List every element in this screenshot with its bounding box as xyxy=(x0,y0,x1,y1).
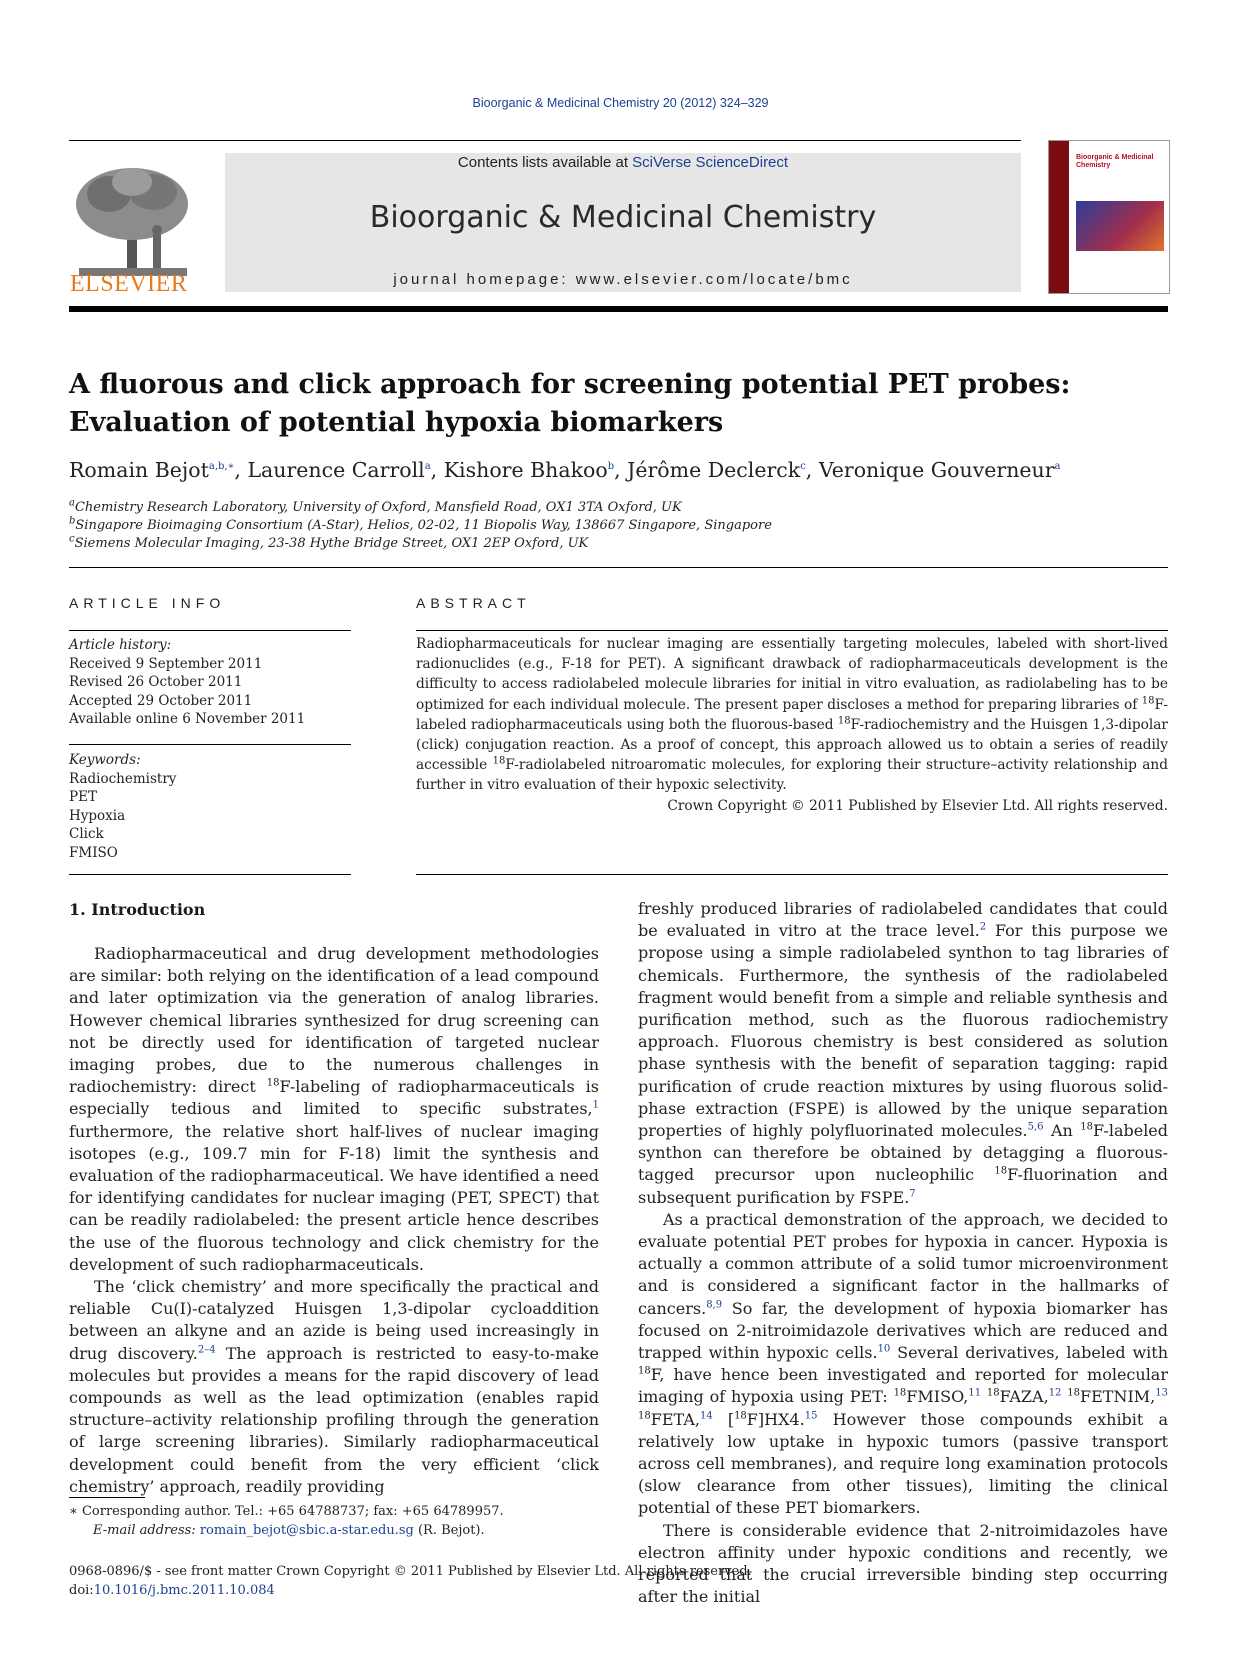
affiliation-mark: c xyxy=(69,533,75,545)
text: So far, the development of hypoxia biomarker has focused on 2-nitroimidazole derivatives which are reduced and trapped within hypoxic cells. xyxy=(638,1298,1168,1363)
citation-link[interactable]: 14 xyxy=(699,1410,713,1422)
copyright-line: Crown Copyright © 2011 Published by Elsevier Ltd. All rights reserved. xyxy=(667,797,1168,814)
intro-column-right xyxy=(638,898,1168,1609)
contents-line xyxy=(225,154,1021,171)
paragraph xyxy=(69,1276,599,1498)
author-name: Jérôme Declerck xyxy=(627,458,801,482)
citation-link[interactable]: 5,6 xyxy=(1027,1121,1044,1133)
text: The ‘click chemistry’ and more specifically the practical and reliable Cu(I)-catalyzed Huisgen 1,3-dipolar cycloaddition between an alkyne and an azide is being used increasingly in drug discovery. xyxy=(69,1277,599,1363)
corresponding-author: ∗ Corresponding author. Tel.: +65 64788737; fax: +65 64789957. xyxy=(69,1504,504,1519)
citation-link[interactable]: 7 xyxy=(909,1188,916,1200)
affiliation-mark: a xyxy=(69,497,75,509)
citation-link[interactable]: 15 xyxy=(804,1410,818,1422)
keywords-label: Keywords: xyxy=(69,752,141,768)
text: F-labeled synthon can therefore be obtained by detagging a fluorous-tagged precursor upon nucleophilic xyxy=(638,1121,1169,1185)
cover-title: Bioorganic & Medicinal Chemistry xyxy=(1076,154,1154,169)
keyword: Click xyxy=(69,826,104,842)
author-affiliation-mark[interactable]: a xyxy=(424,461,431,473)
section-rule xyxy=(69,567,1168,568)
text: As a practical demonstration of the approach, we decided to evaluate potential PET probes for hypoxia in cancer. Hypoxia is actually a common attribute of a solid tumor microenvironment and is considered a significant factor in the hallmarks of cancers. xyxy=(638,1209,1168,1318)
doi-link[interactable]: 10.1016/j.bmc.2011.10.084 xyxy=(93,1582,275,1598)
issn-line: 0968-0896/$ - see front matter Crown Copyright © 2011 Published by Elsevier Ltd. All rights reserved. xyxy=(69,1564,752,1579)
text: FMISO, xyxy=(906,1387,969,1407)
author-name: Veronique Gouverneur xyxy=(818,458,1055,482)
isotope-mark: 18 xyxy=(986,1388,1000,1400)
affiliation-mark: b xyxy=(69,515,76,527)
cover-band xyxy=(1049,141,1069,293)
abstract-part: F-labeled radiopharmaceuticals using both the fluorous-based xyxy=(416,696,1168,733)
header-thick-rule xyxy=(69,306,1168,312)
author-affiliation-mark[interactable]: a xyxy=(1054,461,1061,473)
author-list: Romain Bejot$^{a,b,∗}$, Laurence Carroll$^a$, Kishore Bhakoo$^b$, Jérôme Declerck$^c$, Veronique Gouverneur$^a$ xyxy=(69,458,1061,482)
header-rule xyxy=(69,140,1021,141)
citation-link[interactable]: 1 xyxy=(592,1100,599,1112)
keyword: Radiochemistry xyxy=(69,770,177,787)
citation-link[interactable]: 8,9 xyxy=(706,1299,723,1311)
author-name: Laurence Carroll xyxy=(247,458,425,482)
history-accepted: Accepted 29 October 2011 xyxy=(69,692,253,709)
abstract-heading: ABSTRACT xyxy=(416,595,531,611)
history-online: Available online 6 November 2011 xyxy=(69,711,306,727)
text: F-fluorination and subsequent purification by FSPE. xyxy=(638,1165,1168,1207)
history-label: Article history: xyxy=(69,637,172,653)
isotope-mark: 18 xyxy=(893,1388,907,1400)
email-label: E-mail address: xyxy=(93,1522,200,1538)
journal-title: Bioorganic & Medicinal Chemistry xyxy=(369,200,877,235)
abstract-part: F-radiolabeled nitroaromatic molecules, for exploring their structure–activity relationship and further in vitro evaluation of their hypoxic selectivity. xyxy=(416,757,1168,794)
affiliation xyxy=(69,533,589,551)
abstract-rule xyxy=(416,630,1168,631)
email-suffix: (R. Bejot). xyxy=(413,1522,485,1538)
text: FETNIM, xyxy=(1080,1387,1156,1407)
sciverse-link[interactable]: SciVerse ScienceDirect xyxy=(632,154,789,171)
text: The approach is restricted to easy-to-make molecules but provides a means for the rapid discovery of lead compounds as well as the lead optimization (enables rapid structure–activity relationship profiling through the generation of large screening libraries). Similarly radiopharmaceutical development could benefit from the very efficient ‘click chemistry’ approach, readily providing xyxy=(69,1343,599,1496)
isotope-mark: 18 xyxy=(638,1365,651,1377)
isotope-mark: 18 xyxy=(837,715,851,727)
isotope-mark: 18 xyxy=(638,1410,651,1422)
keywords-rule xyxy=(69,744,351,745)
isotope-mark: 18 xyxy=(734,1410,747,1422)
text: FAZA, xyxy=(999,1387,1049,1407)
text: For this purpose we propose using a simple radiolabeled synthon to tag libraries of chemicals. Furthermore, the synthesis of the radiolabeled fragment would benefit from a simple and reliable synthesis and purification method, such as the fluorous radiochemistry approach. Fluorous chemistry is best considered as solution phase synthesis with the benefit of separation tagging: rapid purification of crude reaction mixtures by using fluorous solid-phase extraction (FSPE) is allowed by the unique separation properties of highly polyfluorinated molecules. xyxy=(638,921,1169,1141)
affiliation-text: Siemens Molecular Imaging, 23-38 Hythe Bridge Street, OX1 2EP Oxford, UK xyxy=(74,536,589,551)
email-line xyxy=(69,1522,599,1541)
abstract-text xyxy=(416,634,1168,816)
doi-line xyxy=(69,1582,1169,1601)
paragraph: There is considerable evidence that 2-nitroimidazoles have electron affinity under hypoxic conditions and recently, we reported that the crucial irreversible binding step occurring after the initial xyxy=(638,1520,1168,1607)
citation-link[interactable]: 10 xyxy=(877,1343,891,1355)
isotope-mark: 18 xyxy=(994,1166,1008,1178)
history-revised: Revised 26 October 2011 xyxy=(69,674,243,690)
author-name: Kishore Bhakoo xyxy=(443,458,608,482)
citation-link[interactable]: 12 xyxy=(1048,1388,1062,1400)
isotope-mark: 18 xyxy=(492,755,506,767)
footnote-rule xyxy=(69,1497,145,1498)
author-affiliation-mark[interactable]: c xyxy=(800,461,806,473)
journal-reference[interactable]: Bioorganic & Medicinal Chemistry 20 (2012) 324–329 xyxy=(472,96,769,110)
text: FETA, xyxy=(650,1409,700,1429)
page-footer xyxy=(69,1563,1169,1600)
section-heading-introduction: 1. Introduction xyxy=(69,900,206,919)
article-history xyxy=(69,636,351,729)
affiliation-text: Chemistry Research Laboratory, University of Oxford, Mansfield Road, OX1 3TA Oxford, UK xyxy=(74,500,682,515)
author-affiliation-mark[interactable]: b xyxy=(607,461,615,473)
keywords xyxy=(69,751,351,862)
text: F-labeling of radiopharmaceuticals is especially tedious and limited to specific substrates, xyxy=(69,1077,600,1119)
footnote xyxy=(69,1503,599,1540)
journal-cover-thumbnail xyxy=(1048,140,1170,294)
text: An xyxy=(1043,1121,1081,1141)
doi-label: doi: xyxy=(69,1582,94,1598)
affiliation-text: Singapore Bioimaging Consortium (A-Star), Helios, 02-02, 11 Biopolis Way, 138667 Singapore, Singapore xyxy=(75,518,772,533)
paragraph: As a practical demonstration of the approach, we decided to evaluate potential PET probes for hypoxia in cancer. Hypoxia is actually a common attribute of a solid tumor microenvironment and is considered a significant factor in the hallmarks of cancers.$^{8,9}$ So far, the development of hypoxia biomarker has focused on 2-nitroimidazole derivatives which are reduced and trapped within hypoxic cells.$^{10}$ Several derivatives, labeled with $^{18}$F, have hence been investigated and reported for molecular imaging of hypoxia using PET: $^{18}$FMISO,$^{11}$ $^{18}$FAZA,$^{12}$ $^{18}$FETNIM,$^{13}$ $^{18}$FETA,$^{14}$ [$^{18}$F]HX4.15 However those compounds exhibit a relatively low uptake in hypoxic tumors (passive transport across cell membranes), and require long examination protocols (slow clearance from other tissues), limiting the clinical potential of these PET biomarkers. xyxy=(638,1209,1169,1518)
abstract-part: Radiopharmaceuticals for nuclear imaging are essentially targeting molecules, labeled with short-lived radionuclides (e.g., F-18 for PET). A significant drawback of radiopharmaceuticals development is the difficulty to access radiolabeled molecule libraries for initial in vitro evaluation, as radiolabeling has to be optimized for each individual molecule. The present paper discloses a method for preparing libraries of xyxy=(416,636,1168,713)
email-link[interactable]: romain_bejot@sbic.a-star.edu.sg xyxy=(199,1522,414,1538)
text: F, have hence been investigated and reported for molecular imaging of hypoxia using PET: xyxy=(638,1365,1168,1407)
contents-prefix: Contents lists available at xyxy=(457,154,633,171)
isotope-mark: 18 xyxy=(1067,1388,1081,1400)
affiliation xyxy=(69,497,682,515)
isotope-mark: 18 xyxy=(1141,695,1155,707)
text: Several derivatives, labeled with xyxy=(890,1343,1169,1363)
keyword: PET xyxy=(69,789,97,805)
text: However those compounds exhibit a relatively low uptake in hypoxic tumors (passive transport across cell membranes), and require long examination protocols (slow clearance from other tissues), limiting the clinical potential of these PET biomarkers. xyxy=(638,1409,1169,1518)
isotope-mark: 18 xyxy=(266,1077,280,1089)
citation-link[interactable]: 2 xyxy=(979,921,987,933)
article-info-bottom-rule xyxy=(69,874,351,875)
text: freshly produced libraries of radiolabeled candidates that could be evaluated in vitro at the trace level. xyxy=(638,899,1168,941)
citation-link[interactable]: 11 xyxy=(968,1388,982,1400)
isotope-mark: 18 xyxy=(1080,1121,1094,1133)
publisher-logo-text: ELSEVIER xyxy=(70,271,188,297)
citation-link[interactable]: 2–4 xyxy=(197,1344,216,1356)
text: F]HX4. xyxy=(746,1409,805,1429)
keyword: Hypoxia xyxy=(69,807,126,824)
text: furthermore, the relative short half-lives of nuclear imaging isotopes (e.g., 109.7 min for F-18) limit the synthesis and evaluation of the radiopharmaceutical. We have identified a need for identifying candidates for nuclear imaging (PET, SPECT) that can be readily radiolabeled: the present article hence describes the use of the fluorous technology and click chemistry for the development of such radiopharmaceuticals. xyxy=(69,1121,599,1274)
author-name: Romain Bejot xyxy=(69,458,209,482)
history-received: Received 9 September 2011 xyxy=(69,655,263,672)
article-info-heading: ARTICLE INFO xyxy=(69,595,226,611)
article-info-rule xyxy=(69,630,351,631)
intro-column-left xyxy=(69,943,599,1498)
author-affiliation-mark[interactable]: a,b,∗ xyxy=(208,461,235,473)
abstract-part: F-radiochemistry and the Huisgen 1,3-dipolar (click) conjugation reaction. As a proof of concept, this approach allowed us to obtain a series of readily accessible xyxy=(416,716,1168,774)
article-title: A fluorous and click approach for screening potential PET probes: Evaluation of potential hypoxia biomarkers xyxy=(69,369,1071,438)
journal-homepage[interactable]: journal homepage: www.elsevier.com/locate/bmc xyxy=(393,271,853,288)
abstract-bottom-rule xyxy=(416,874,1168,875)
keyword: FMISO xyxy=(69,844,118,861)
paragraph xyxy=(69,943,599,1276)
cover-image xyxy=(1076,201,1164,251)
paragraph xyxy=(638,898,1168,1209)
citation-link[interactable]: 13 xyxy=(1155,1388,1168,1400)
affiliation xyxy=(69,515,772,533)
text: Radiopharmaceutical and drug development methodologies are similar: both relying on the identification of a lead compound and later optimization via the generation of analog libraries. However chemical libraries synthesized for drug screening can not be directly used for identification of targeted nuclear imaging probes, due to the numerous challenges in radiochemistry: direct xyxy=(69,944,599,1097)
